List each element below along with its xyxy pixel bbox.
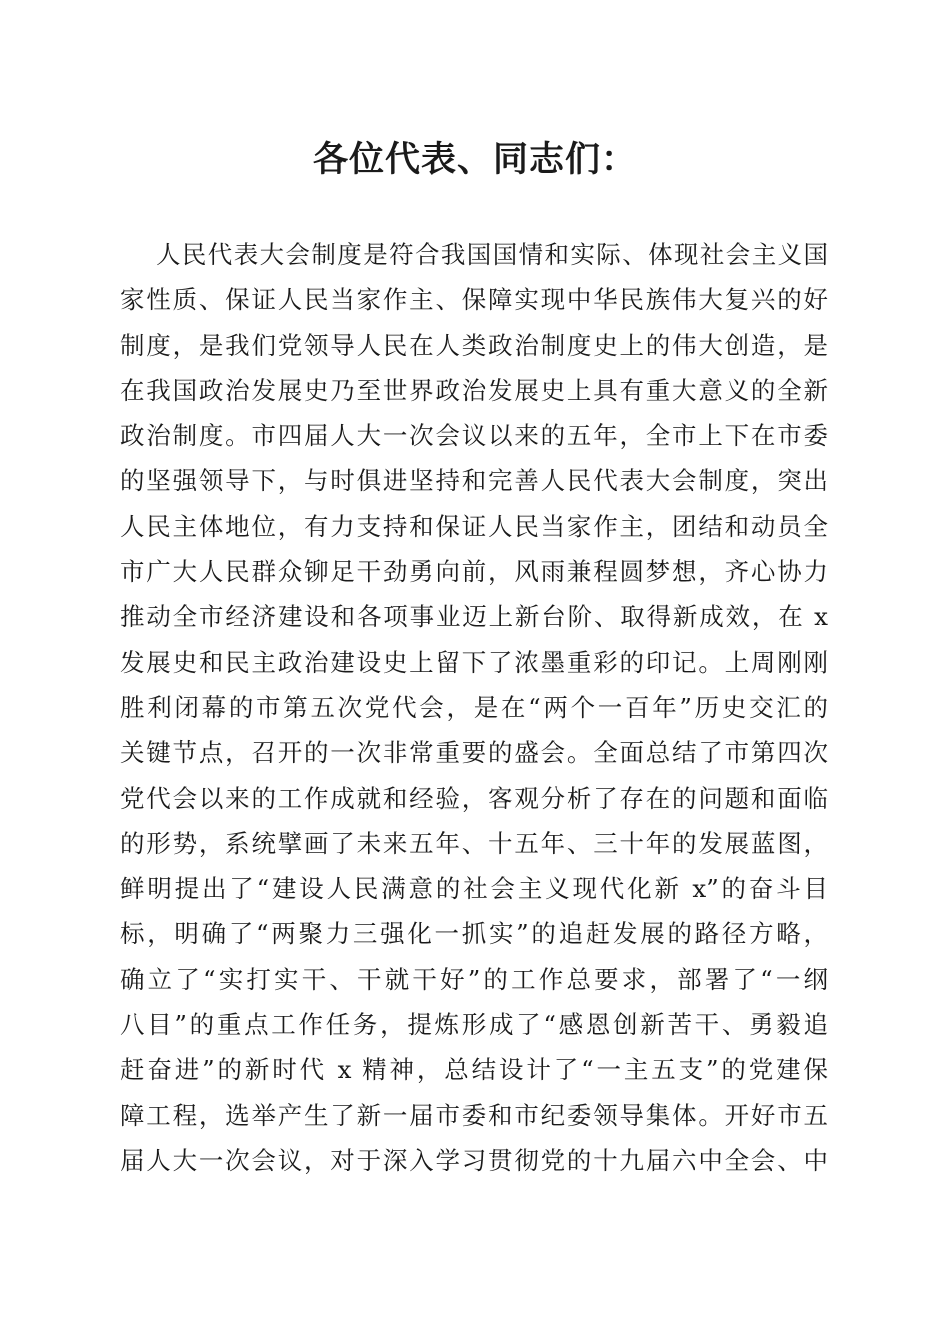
paragraph-line: 推动全市经济建设和各项事业迈上新台阶、取得新成效，在 x [120, 602, 828, 632]
paragraph-line: 人民主体地位，有力支持和保证人民当家作主，团结和动员全 [120, 511, 828, 541]
paragraph-line: 在我国政治发展史乃至世界政治发展史上具有重大意义的全新 [120, 375, 828, 405]
paragraph-line: 发展史和民主政治建设史上留下了浓墨重彩的印记。上周刚刚 [120, 647, 828, 677]
paragraph-line: 障工程，选举产生了新一届市委和市纪委领导集体。开好市五 [120, 1100, 828, 1130]
paragraph-line: 制度，是我们党领导人民在人类政治制度史上的伟大创造，是 [120, 330, 828, 360]
paragraph-line: 届人大一次会议，对于深入学习贯彻党的十九届六中全会、中 [120, 1145, 828, 1175]
paragraph-line: 政治制度。市四届人大一次会议以来的五年，全市上下在市委 [120, 421, 828, 451]
paragraph-line: 人民代表大会制度是符合我国国情和实际、体现社会主义国 [156, 240, 828, 269]
paragraph-line: 党代会以来的工作成就和经验，客观分析了存在的问题和面临 [120, 783, 828, 813]
paragraph-line: 确立了“实打实干、干就干好”的工作总要求，部署了“一纲 [120, 964, 828, 994]
paragraph-line: 赶奋进”的新时代 x 精神，总结设计了“一主五支”的党建保 [120, 1055, 828, 1085]
paragraph-line: 家性质、保证人民当家作主、保障实现中华民族伟大复兴的好 [120, 285, 828, 315]
body-paragraph [120, 232, 828, 1183]
paragraph-line: 的坚强领导下，与时俱进坚持和完善人民代表大会制度，突出 [120, 466, 828, 496]
paragraph-line: 市广大人民群众铆足干劲勇向前，风雨兼程圆梦想，齐心协力 [120, 557, 828, 587]
paragraph-line: 标，明确了“两聚力三强化一抓实”的追赶发展的路径方略， [120, 919, 828, 949]
paragraph-line: 关键节点，召开的一次非常重要的盛会。全面总结了市第四次 [120, 738, 828, 768]
page-title: 各位代表、同志们： [312, 139, 637, 180]
paragraph-line: 胜利闭幕的市第五次党代会，是在“两个一百年”历史交汇的 [120, 692, 828, 722]
paragraph-line: 鲜明提出了“建设人民满意的社会主义现代化新 x”的奋斗目 [120, 874, 828, 904]
paragraph-line: 八目”的重点工作任务，提炼形成了“感恩创新苦干、勇毅追 [120, 1010, 828, 1040]
paragraph-line: 的形势，系统擘画了未来五年、十五年、三十年的发展蓝图， [120, 828, 828, 858]
